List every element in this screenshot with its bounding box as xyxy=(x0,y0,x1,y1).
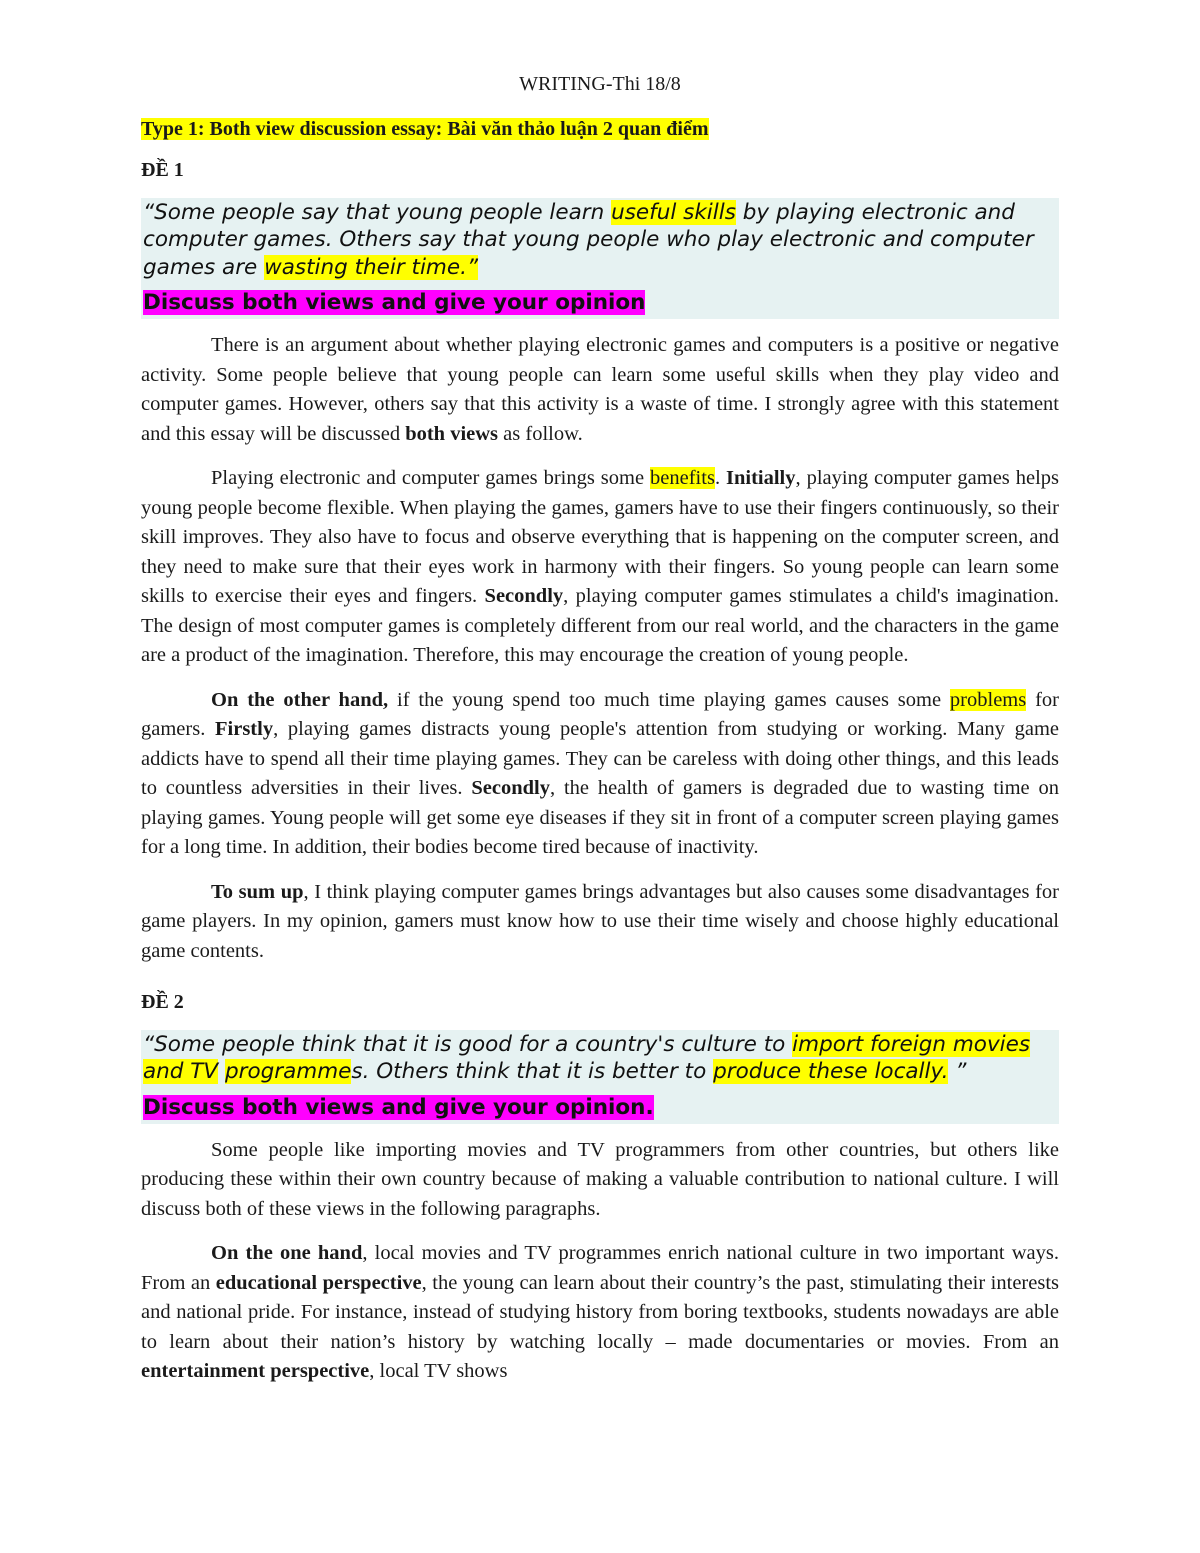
highlighted-word: benefits xyxy=(650,467,715,489)
prompt-highlight: programme xyxy=(224,1059,352,1084)
paragraph-text: for gamers. xyxy=(141,688,1059,740)
paragraph-text: , playing games distracts young people's attention from studying or working. Many game addicts have to spend all their time playing games. They can be careless with doing other things, and this leads to countless adversities in their lives. xyxy=(141,718,1059,799)
paragraph-text: , I think playing computer games brings advantages but also causes some disadvantages for game players. In my opinion, gamers must know how to use their time wisely and choose highly educational game contents. xyxy=(141,880,1059,962)
prompt-text: by playing electronic and computer games. Others say that young people who play electronic and computer games are xyxy=(143,199,1034,280)
essay-type-text: Type 1: Both view discussion essay: Bài văn thảo luận 2 quan điểm xyxy=(141,117,709,140)
prompt-text: “Some people say that young people learn xyxy=(143,199,612,225)
bold-phrase: On the other hand, xyxy=(211,688,389,711)
essay-prompt-de-1 xyxy=(143,198,1057,282)
bold-phrase: To sum up xyxy=(211,880,304,903)
paragraph-text: , the young can learn about their country’s the past, stimulating their interests and national pride. For instance, instead of studying history from boring textbooks, students nowadays are able to learn about their nation’s history by watching locally – made documentaries or movies. From an xyxy=(141,1271,1059,1353)
essay-prompt-de-2 xyxy=(143,1030,1057,1086)
instruction-de-1 xyxy=(143,289,1057,317)
instruction-text: Discuss both views and give your opinion. xyxy=(143,1094,654,1120)
highlighted-word: problems xyxy=(949,688,1027,711)
paragraph-intro-de-1 xyxy=(141,331,1059,449)
section-heading-de-1: ĐỀ 1 xyxy=(141,159,184,181)
prompt-text: s. Others think that it is better to xyxy=(351,1059,714,1084)
paragraph-text: There is an argument about whether playing electronic games and computers is a positive or negative activity. Some people believe that young people can learn some useful skills when they play video and computer games. However, others say that this activity is a waste of time. I strongly agree with this statement and this essay will be discussed xyxy=(141,334,1059,445)
bold-phrase: Secondly xyxy=(471,777,550,799)
instruction-de-2 xyxy=(143,1094,1057,1122)
prompt-highlight: useful skills xyxy=(611,199,736,225)
section-heading-de-2: ĐỀ 2 xyxy=(141,991,184,1013)
prompt-highlight: wasting their time.” xyxy=(264,254,479,280)
paragraph-conclusion-de-1 xyxy=(141,878,1059,967)
paragraph-text: Playing electronic and computer games brings some xyxy=(211,467,651,489)
prompt-text xyxy=(218,1059,225,1084)
bold-phrase: entertainment perspective xyxy=(141,1360,370,1382)
paragraph-text: , playing computer games stimulates a child's imagination. The design of most computer games is completely different from our real world, and the characters in the game are a product of the imagination. Therefore, this may encourage the creation of young people. xyxy=(141,585,1060,666)
bold-phrase: Firstly xyxy=(215,718,274,740)
essay-type-heading xyxy=(141,115,1059,145)
paragraph-text: , the health of gamers is degraded due to wasting time on playing games. Young people will get some eye diseases if they sit in front of a computer screen playing games for a long time. In addition, their bodies become tired because of inactivity. xyxy=(141,777,1059,858)
bold-phrase: educational perspective xyxy=(215,1271,422,1294)
prompt-highlight: import foreign movies and TV xyxy=(143,1031,1031,1084)
bold-phrase: Initially xyxy=(726,467,796,489)
document-title: WRITING-Thi 18/8 xyxy=(519,73,681,95)
paragraph-body2-de-1 xyxy=(141,686,1059,863)
bold-phrase: Secondly xyxy=(484,585,564,607)
paragraph-text: if the young spend too much time playing games causes some xyxy=(388,688,950,711)
paragraph-text: as follow. xyxy=(498,422,583,445)
prompt-highlight: produce these locally. xyxy=(713,1059,949,1084)
prompt-text: “Some people think that it is good for a country's culture to xyxy=(143,1031,793,1057)
paragraph-text: , playing computer games helps young people become flexible. When playing the games, gamers have to use their fingers continuously, so their skill improves. They also have to focus and observe everything that is happening on the computer screen, and they need to make sure that their eyes work in harmony with their fingers. So young people can learn some skills to exercise their eyes and fingers. xyxy=(141,467,1059,607)
instruction-text: Discuss both views and give your opinion xyxy=(143,290,646,315)
paragraph-text: . xyxy=(714,467,727,489)
paragraph-body1-de-2 xyxy=(141,1239,1059,1387)
prompt-box-de-1 xyxy=(141,198,1059,320)
prompt-box-de-2 xyxy=(141,1030,1059,1124)
bold-phrase: On the one hand xyxy=(211,1242,363,1264)
bold-phrase: both views xyxy=(405,422,499,445)
paragraph-intro-de-2 xyxy=(141,1136,1059,1225)
prompt-text: ” xyxy=(948,1059,967,1084)
paragraph-text: Some people like importing movies and TV programmers from other countries, but others like producing these within their own country because of making a valuable contribution to national culture. I will discuss both of these views in the following paragraphs. xyxy=(141,1138,1059,1220)
paragraph-body1-de-1 xyxy=(141,464,1059,671)
paragraph-text: , local TV shows xyxy=(369,1360,508,1382)
paragraph-text: , local movies and TV programmes enrich national culture in two important ways. From an xyxy=(141,1242,1059,1294)
